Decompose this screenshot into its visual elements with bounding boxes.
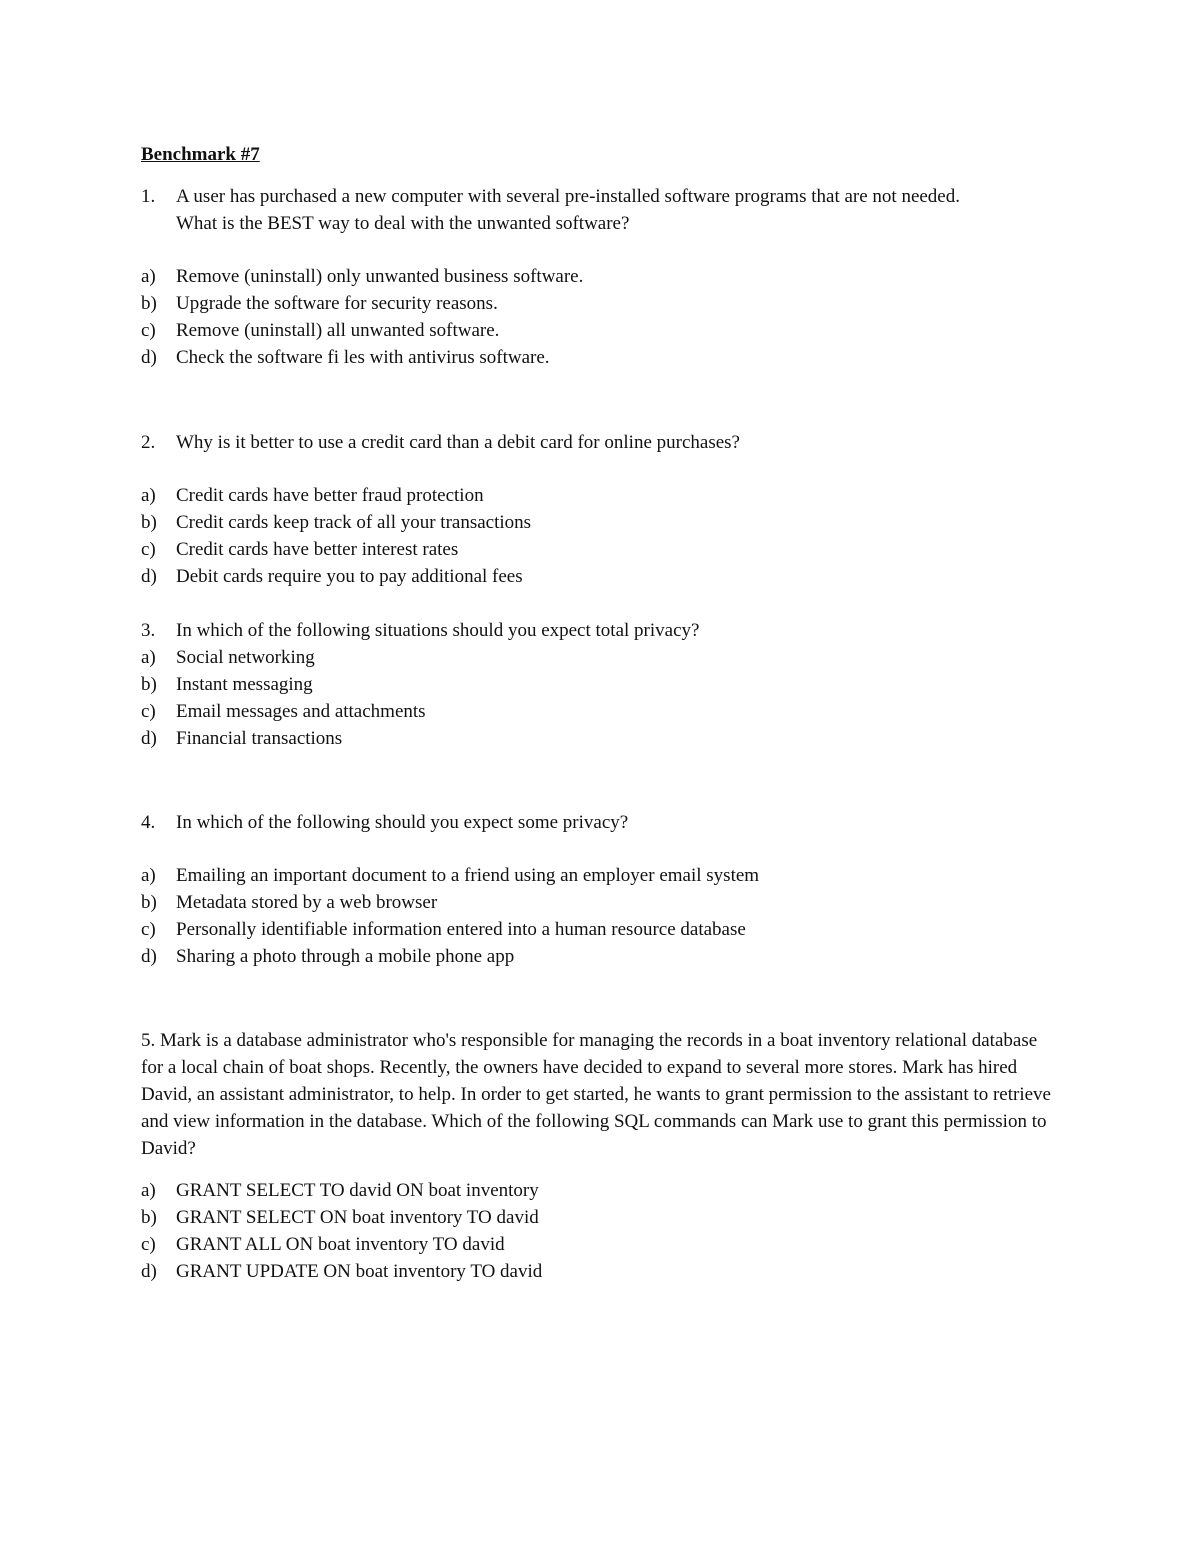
option-letter: a) <box>141 266 156 287</box>
option-d <box>141 725 1061 752</box>
option-letter: b) <box>141 512 157 533</box>
question-4 <box>141 809 1061 836</box>
option-d <box>141 943 1061 970</box>
question-number: 3. <box>141 620 156 641</box>
option-text: Check the software fi les with antivirus software. <box>176 347 550 368</box>
option-c <box>141 698 1061 725</box>
question-1-options <box>141 263 1061 371</box>
option-letter: a) <box>141 485 156 506</box>
option-a <box>141 1177 1061 1204</box>
page-title: Benchmark #7 <box>141 144 260 165</box>
question-text: A user has purchased a new computer with several pre-installed software programs that are not needed. What is the BEST way to deal with the unwanted software? <box>176 186 960 234</box>
option-d <box>141 1258 1061 1285</box>
option-c <box>141 536 1061 563</box>
question-text: Why is it better to use a credit card than a debit card for online purchases? <box>176 432 740 453</box>
option-text: Credit cards keep track of all your transactions <box>176 512 532 533</box>
question-number: 1. <box>141 186 156 207</box>
option-a <box>141 482 1061 509</box>
question-2 <box>141 429 1061 456</box>
option-text: GRANT SELECT ON boat inventory TO david <box>176 1207 539 1228</box>
option-letter: c) <box>141 539 156 560</box>
option-text: Debit cards require you to pay additional fees <box>176 566 523 587</box>
option-d <box>141 563 1061 590</box>
option-c <box>141 317 1061 344</box>
option-text: Remove (uninstall) only unwanted business software. <box>176 266 584 287</box>
question-1 <box>141 183 1061 237</box>
option-text: GRANT SELECT TO david ON boat inventory <box>176 1180 539 1201</box>
option-letter: c) <box>141 701 156 722</box>
question-text: In which of the following should you expect some privacy? <box>176 812 629 833</box>
option-letter: c) <box>141 320 156 341</box>
option-text: Upgrade the software for security reasons. <box>176 293 498 314</box>
option-letter: d) <box>141 347 157 368</box>
option-letter: a) <box>141 1180 156 1201</box>
question-3-options <box>141 644 1061 752</box>
option-text: GRANT ALL ON boat inventory TO david <box>176 1234 505 1255</box>
option-letter: d) <box>141 946 157 967</box>
option-text: Metadata stored by a web browser <box>176 892 438 913</box>
option-letter: a) <box>141 865 156 886</box>
option-b <box>141 889 1061 916</box>
option-c <box>141 1231 1061 1258</box>
option-text: Personally identifiable information entered into a human resource database <box>176 919 746 940</box>
option-letter: b) <box>141 1207 157 1228</box>
option-b <box>141 671 1061 698</box>
option-letter: d) <box>141 566 157 587</box>
question-4-options <box>141 862 1061 970</box>
option-letter: b) <box>141 293 157 314</box>
option-letter: d) <box>141 728 157 749</box>
question-2-options <box>141 482 1061 590</box>
option-d <box>141 344 1061 371</box>
question-3 <box>141 617 1061 644</box>
option-text: Social networking <box>176 647 315 668</box>
option-text: Credit cards have better interest rates <box>176 539 459 560</box>
option-text: Email messages and attachments <box>176 701 426 722</box>
question-number: 2. <box>141 432 156 453</box>
option-letter: b) <box>141 892 157 913</box>
option-letter: c) <box>141 919 156 940</box>
option-letter: d) <box>141 1261 157 1282</box>
option-c <box>141 916 1061 943</box>
question-text: 5. Mark is a database administrator who's responsible for managing the records in a boat inventory relational database for a local chain of boat shops. Recently, the owners have decided to expand to several more stores. Mark has hired David, an assistant administrator, to help. In order to get started, he wants to grant permission to the assistant to retrieve and view information in the database. Which of the following SQL commands can Mark use to grant this permission to David? <box>141 1030 1051 1159</box>
option-b <box>141 290 1061 317</box>
option-b <box>141 1204 1061 1231</box>
option-a <box>141 263 1061 290</box>
option-text: Credit cards have better fraud protection <box>176 485 484 506</box>
question-5-options <box>141 1177 1061 1285</box>
option-letter: b) <box>141 674 157 695</box>
question-text: In which of the following situations should you expect total privacy? <box>176 620 700 641</box>
question-number: 4. <box>141 812 156 833</box>
option-text: Financial transactions <box>176 728 343 749</box>
option-b <box>141 509 1061 536</box>
option-text: Instant messaging <box>176 674 313 695</box>
option-text: GRANT UPDATE ON boat inventory TO david <box>176 1261 543 1282</box>
option-text: Remove (uninstall) all unwanted software. <box>176 320 500 341</box>
option-a <box>141 644 1061 671</box>
question-5 <box>141 1027 1061 1162</box>
option-a <box>141 862 1061 889</box>
option-text: Emailing an important document to a friend using an employer email system <box>176 865 760 886</box>
option-text: Sharing a photo through a mobile phone app <box>176 946 515 967</box>
option-letter: c) <box>141 1234 156 1255</box>
option-letter: a) <box>141 647 156 668</box>
